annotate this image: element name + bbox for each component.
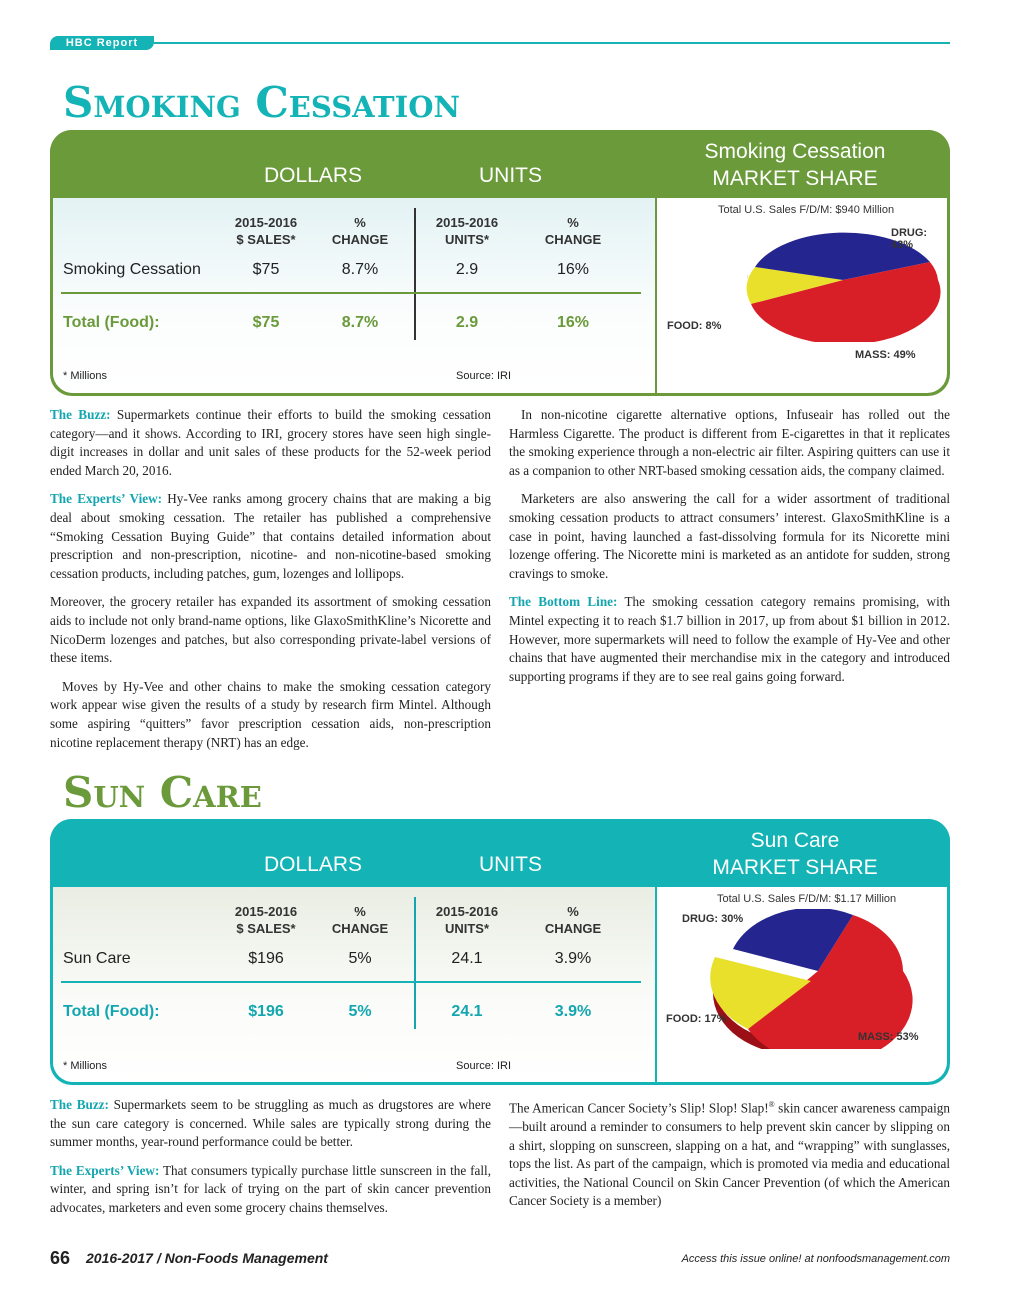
pie-label-mass: MASS: 53%	[858, 1031, 919, 1043]
col-units-header: 2015-2016 UNITS*	[435, 904, 499, 936]
col-sales-change-header: % CHANGE	[331, 215, 389, 247]
body-paragraph: The American Cancer Society’s Slip! Slop! Slap!® skin cancer awareness campaign—built around a reminder to consumers to help prevent skin cancer by slipping on a shirt, slopping on sunscreen, slapping on a hat, and “wrapping” with sunglasses, tops the list. As part of the campaign, which is promoted via media and educational activities, the National Council on Skin Cancer Prevention (of which the American Cancer Society is a member)	[509, 1100, 950, 1209]
row-label: Sun Care	[63, 950, 131, 967]
body-paragraph: Marketers are also answering the call for a wider assortment of traditional smoking cessation products to attract consumers’ interest. GlaxoSmithKline is a case in point, having launched a fast-dissolving formula for its Nicorette mini lozenge offering. The Nicorette mini is marketed as an antidote for sudden, strong cravings to smoke.	[509, 491, 950, 581]
pie-label-mass: MASS: 49%	[855, 349, 916, 361]
pie-label-drug: DRUG: 30%	[682, 913, 744, 925]
row-sales: $75	[252, 261, 280, 278]
row-sales-change: 5%	[348, 950, 372, 967]
buzz-paragraph: The Buzz: Supermarkets seem to be struggling as much as drugstores are where the sun care category is concerned. While sales are typically strong during the summer months, year-round performance could be better.	[50, 1097, 491, 1150]
source-note: Source: IRI	[456, 370, 512, 382]
market-share-title-line1: Sun Care	[750, 829, 840, 852]
units-header: UNITS	[479, 853, 542, 876]
col-sales-change-header: % CHANGE	[331, 904, 389, 936]
col-units-change-header: % CHANGE	[544, 215, 602, 247]
body-paragraph: Moreover, the grocery retailer has expanded its assortment of smoking cessation aids to include not only brand-name options, like GlaxoSmithKline’s Nicorette and NicoDerm lozenges and patches, but also corresponding private-label versions of these items.	[50, 594, 491, 666]
pie-total-note: Total U.S. Sales F/D/M: $1.17 Million	[717, 893, 897, 905]
row-label: Smoking Cessation	[63, 261, 201, 278]
pie-label-drug: DRUG: 43%	[891, 227, 928, 251]
market-share-title-line2: MARKET SHARE	[712, 856, 878, 879]
pie-label-food: FOOD: 17%	[666, 1013, 727, 1025]
suncare-text-right	[509, 1096, 950, 1221]
total-sales-change: 5%	[348, 1003, 372, 1020]
source-note: Source: IRI	[456, 1060, 512, 1072]
footnote: * Millions	[63, 1060, 108, 1072]
body-paragraph: In non-nicotine cigarette alternative options, Infuseair has rolled out the Harmless Cigarette. The product is different from E-cigarettes in that it replicates the smoking experience through a non-electric air filter. Aspiring quitters can use it as a companion to other NRT-based smoking cessation aids, the company claimed.	[509, 407, 950, 478]
total-units-change: 16%	[556, 314, 590, 331]
suncare-pie-chart	[703, 909, 933, 1049]
website-link[interactable]: Access this issue online! at nonfoodsmanagement.com	[681, 1253, 950, 1265]
total-sales: $75	[252, 314, 280, 331]
table-rule	[61, 981, 641, 983]
row-sales: $196	[248, 950, 284, 967]
dollars-header: DOLLARS	[264, 164, 363, 187]
total-units: 2.9	[455, 314, 479, 331]
panel-divider	[655, 887, 657, 1082]
col-units-change-header: % CHANGE	[544, 904, 602, 936]
col-sales-header: 2015-2016 $ SALES*	[234, 904, 298, 936]
section-tag: HBC Report	[50, 36, 154, 50]
suncare-section-title: Sun Care	[63, 768, 262, 817]
smoking-section-title: Smoking Cessation	[63, 78, 460, 127]
page-number: 66	[50, 1248, 71, 1268]
pie-total-note: Total U.S. Sales F/D/M: $940 Million	[718, 204, 895, 216]
dollars-header: DOLLARS	[264, 853, 363, 876]
smoking-data-panel	[50, 130, 950, 396]
row-units-change: 16%	[556, 261, 590, 278]
col-units-header: 2015-2016 UNITS*	[435, 215, 499, 247]
row-units-change: 3.9%	[554, 950, 592, 967]
market-share-title-line2: MARKET SHARE	[712, 167, 878, 190]
total-sales: $196	[248, 1003, 284, 1020]
buzz-paragraph: The Buzz: Supermarkets continue their efforts to build the smoking cessation category—and it shows. According to IRI, grocery stores have seen high single-digit increases in dollar and unit sales of these products for the 52-week period ended March 20, 2016.	[50, 407, 491, 478]
suncare-table	[53, 887, 655, 1082]
row-sales-change: 8.7%	[341, 261, 379, 278]
smoking-text-left	[50, 406, 491, 762]
footnote: * Millions	[63, 370, 108, 382]
market-share-title-line1: Smoking Cessation	[704, 140, 886, 163]
panel-divider	[655, 198, 657, 393]
row-units: 24.1	[451, 950, 483, 967]
bottom-line-paragraph: The Bottom Line: The smoking cessation category remains promising, with Mintel expecting it to reach $1.7 billion in 2017, up from about $1 billion in 2012. However, more supermarkets will need to follow the example of Hy-Vee and other chains that have augmented their merchandise mix in the category and introduced supporting programs if they are to see real gains going forward.	[509, 594, 950, 684]
suncare-text-left	[50, 1096, 491, 1228]
total-label: Total (Food):	[63, 1003, 160, 1020]
table-divider-vertical	[414, 208, 416, 340]
row-units: 2.9	[455, 261, 479, 278]
table-rule	[61, 292, 641, 294]
market-share-title	[690, 138, 900, 192]
header-rule	[154, 42, 950, 44]
total-label: Total (Food):	[63, 314, 160, 331]
units-header: UNITS	[479, 164, 542, 187]
total-units: 24.1	[451, 1003, 483, 1020]
market-share-title	[690, 827, 900, 881]
smoking-table	[53, 198, 655, 393]
body-paragraph: Moves by Hy-Vee and other chains to make the smoking cessation category work appear wise given the results of a study by research firm Mintel. Although some aspiring “quitters” favor prescription cessation aids, non-prescription nicotine replacement therapy (NRT) has an edge.	[50, 678, 491, 750]
col-sales-header: 2015-2016 $ SALES*	[234, 215, 298, 247]
total-units-change: 3.9%	[554, 1003, 592, 1020]
suncare-data-panel	[50, 819, 950, 1085]
experts-paragraph: The Experts’ View: Hy-Vee ranks among grocery chains that are making a big deal about smoking cessation. The retailer has published a comprehensive “Smoking Cessation Buying Guide” that contains detailed information about prescription and non-prescription, nicotine- and non-nicotine-based smoking cessation products, including patches, gum, lozenges and lollipops.	[50, 491, 492, 581]
total-sales-change: 8.7%	[341, 314, 379, 331]
publication-name: 2016-2017 / Non-Foods Management	[86, 1250, 328, 1266]
experts-paragraph: The Experts’ View: That consumers typically purchase little sunscreen in the fall, winter, and spring isn’t for lack of trying on the part of skin cancer prevention advocates, marketers and even some grocery chains themselves.	[50, 1162, 492, 1215]
pie-label-food: FOOD: 8%	[667, 320, 722, 332]
table-divider-vertical	[414, 897, 416, 1029]
smoking-text-right	[509, 406, 950, 696]
